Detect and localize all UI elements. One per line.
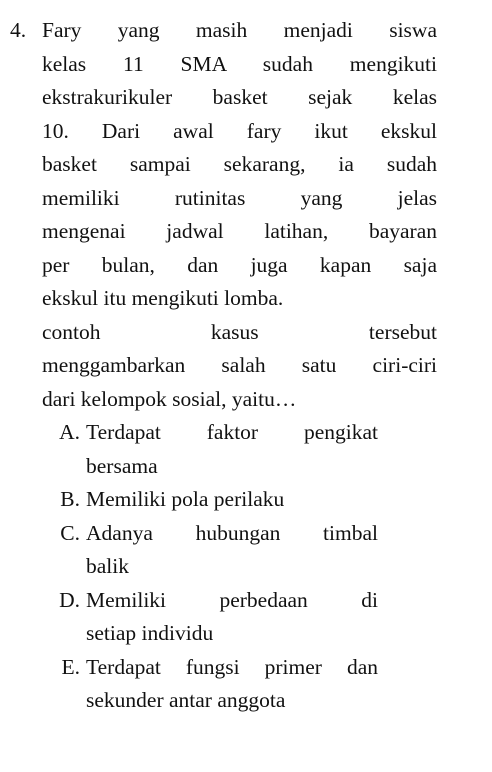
- question-stem: [10, 14, 482, 416]
- question-block: [10, 14, 482, 718]
- question-line: basket sampai sekarang, ia sudah: [42, 152, 437, 176]
- question-number: 4.: [10, 18, 27, 42]
- question-text: [42, 14, 437, 416]
- option-letter: C.: [60, 520, 80, 545]
- answer-options: [42, 416, 482, 718]
- option-letter: E.: [61, 654, 80, 679]
- option-letter: B.: [60, 487, 80, 511]
- question-line: kelas 11 SMA sudah mengikuti: [42, 51, 437, 76]
- option-text: [86, 483, 378, 517]
- option-text: [86, 416, 378, 483]
- option-line: Memiliki perbedaan di: [86, 587, 378, 612]
- option-line: setiap individu: [86, 621, 214, 645]
- option-e[interactable]: [42, 651, 482, 718]
- question-line: ekstrakurikuler basket sejak kelas: [42, 85, 437, 109]
- option-line: Adanya hubungan timbal: [86, 520, 378, 545]
- option-line: Terdapat fungsi primer dan: [86, 654, 378, 679]
- question-line: per bulan, dan juga kapan saja: [42, 252, 437, 277]
- question-line: Fary yang masih menjadi siswa: [42, 18, 437, 42]
- option-line: bersama: [86, 453, 158, 478]
- option-a[interactable]: [42, 416, 482, 483]
- option-line: sekunder antar anggota: [86, 688, 286, 712]
- option-c[interactable]: [42, 517, 482, 584]
- question-line: dari kelompok sosial, yaitu…: [42, 386, 297, 411]
- option-line: balik: [86, 554, 129, 578]
- question-line: memiliki rutinitas yang jelas: [42, 185, 437, 210]
- option-text: [86, 651, 378, 718]
- option-line: Terdapat faktor pengikat: [86, 420, 378, 444]
- option-b[interactable]: [42, 483, 482, 517]
- option-d[interactable]: [42, 584, 482, 651]
- option-letter: A.: [59, 420, 80, 444]
- question-line: contoh kasus tersebut: [42, 319, 437, 344]
- question-line: mengenai jadwal latihan, bayaran: [42, 219, 437, 243]
- option-text: [86, 517, 378, 584]
- question-line: menggambarkan salah satu ciri-ciri: [42, 353, 437, 377]
- option-text: [86, 584, 378, 651]
- question-line: ekskul itu mengikuti lomba.: [42, 286, 284, 310]
- option-line: Memiliki pola perilaku: [86, 487, 285, 511]
- question-line: 10. Dari awal fary ikut ekskul: [42, 118, 437, 143]
- option-letter: D.: [59, 587, 80, 612]
